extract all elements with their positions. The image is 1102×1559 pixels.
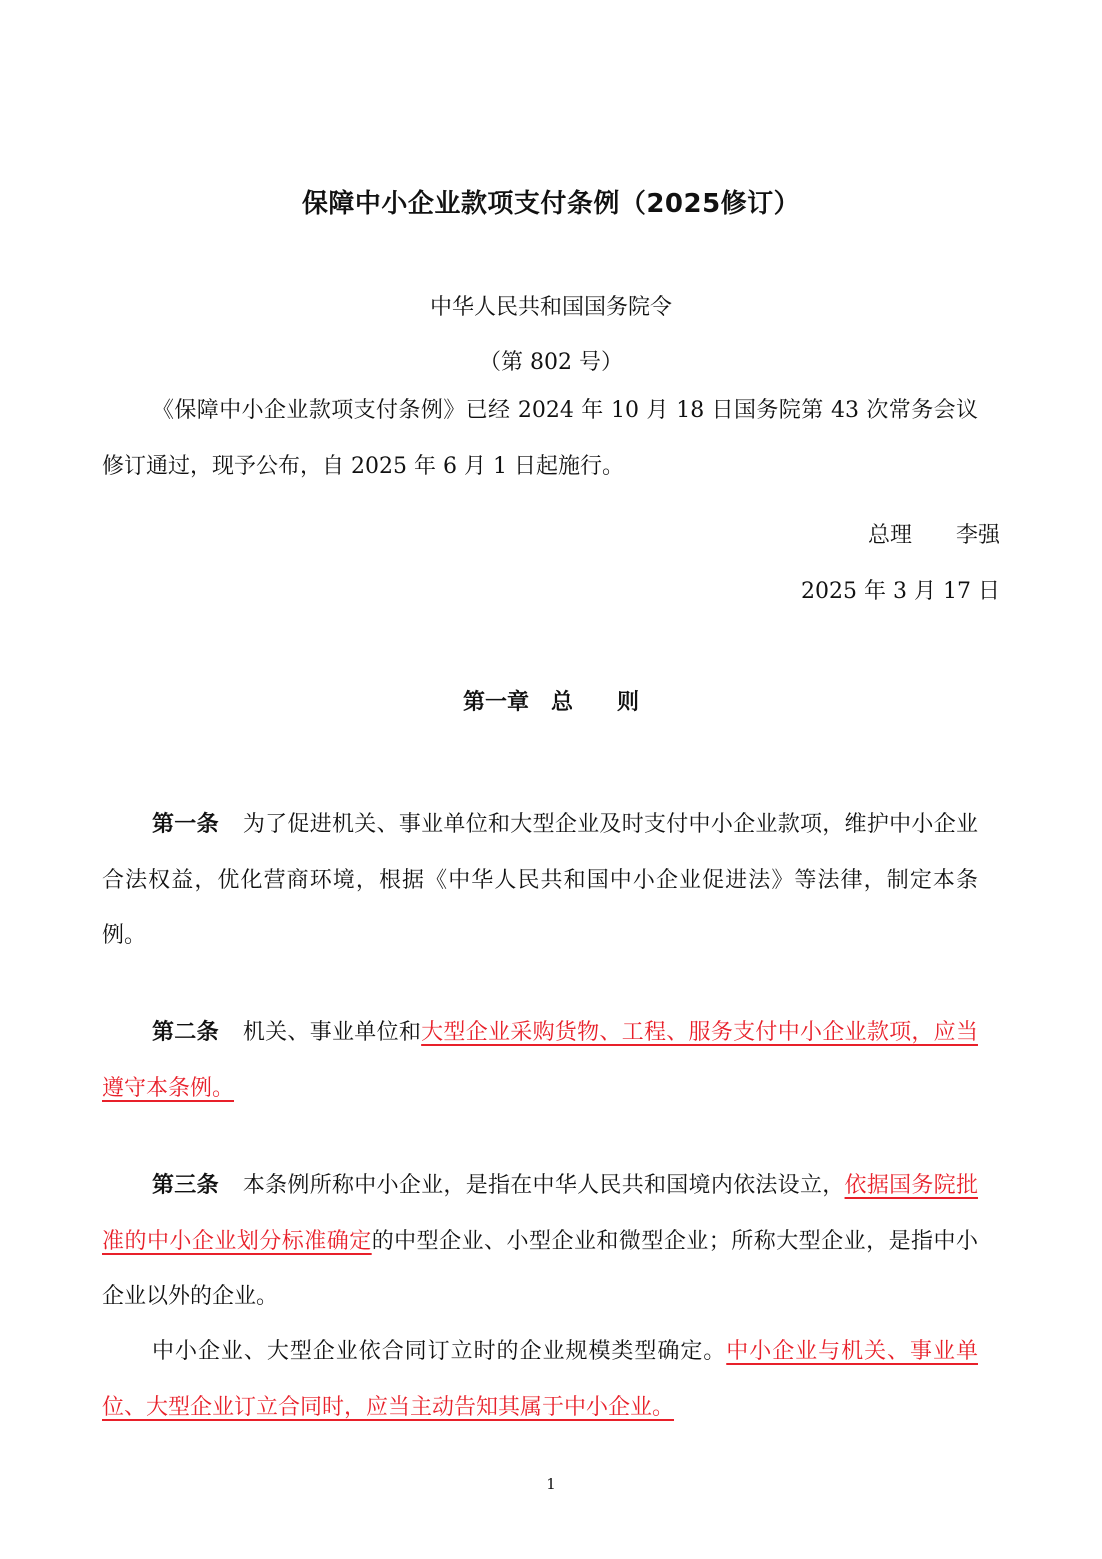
article-3-para2-text: 中小企业、大型企业依合同订立时的企业规模类型确定。 [152,1339,727,1364]
date-line: 2025 年 3 月 17 日 [801,579,1000,604]
article-3-para2-revised-text: 中小企业与机关、事业单位、大型企业订立合同时，应当主动告知其属于中小企业。 [102,1339,978,1420]
article-2-text: 机关、事业单位和 [242,1020,422,1045]
article-2-label: 第二条 [152,1020,219,1045]
article-3-paragraph-2 [102,1324,978,1435]
article-3-text-after: 的中型企业、小型企业和微型企业；所称大型企业，是指中小企业以外的企业。 [102,1228,978,1309]
article-3-revised-text: 依据国务院批准的中小企业划分标准确定 [102,1173,978,1254]
document-title: 保障中小企业款项支付条例（2025修订） [301,189,801,219]
article-1-text: 为了促进机关、事业单位和大型企业及时支付中小企业款项，维护中小企业合法权益，优化营商环境，根据《中华人民共和国中小企业促进法》等法律，制定本条例。 [102,812,978,948]
preamble-paragraph: 《保障中小企业款项支付条例》已经 2024 年 10 月 18 日国务院第 43 次常务会议修订通过，现予公布，自 2025 年 6 月 1 日起施行。 [102,398,978,479]
page-number: 1 [546,1475,556,1493]
article-3-label: 第三条 [152,1173,219,1198]
article-1-label: 第一条 [152,812,219,837]
order-number: （第 802 号） [479,350,623,375]
article-1 [102,797,978,964]
article-2 [102,1005,978,1116]
chapter-heading: 第一章 总 则 [462,690,639,715]
article-2-revised-text: 大型企业采购货物、工程、服务支付中小企业款项，应当遵守本条例。 [102,1020,978,1101]
article-3 [102,1158,978,1325]
article-3-text-before: 本条例所称中小企业，是指在中华人民共和国境内依法设立， [242,1173,845,1198]
signature-line: 总理 李强 [867,523,1000,548]
issuer-line: 中华人民共和国国务院令 [429,295,672,320]
